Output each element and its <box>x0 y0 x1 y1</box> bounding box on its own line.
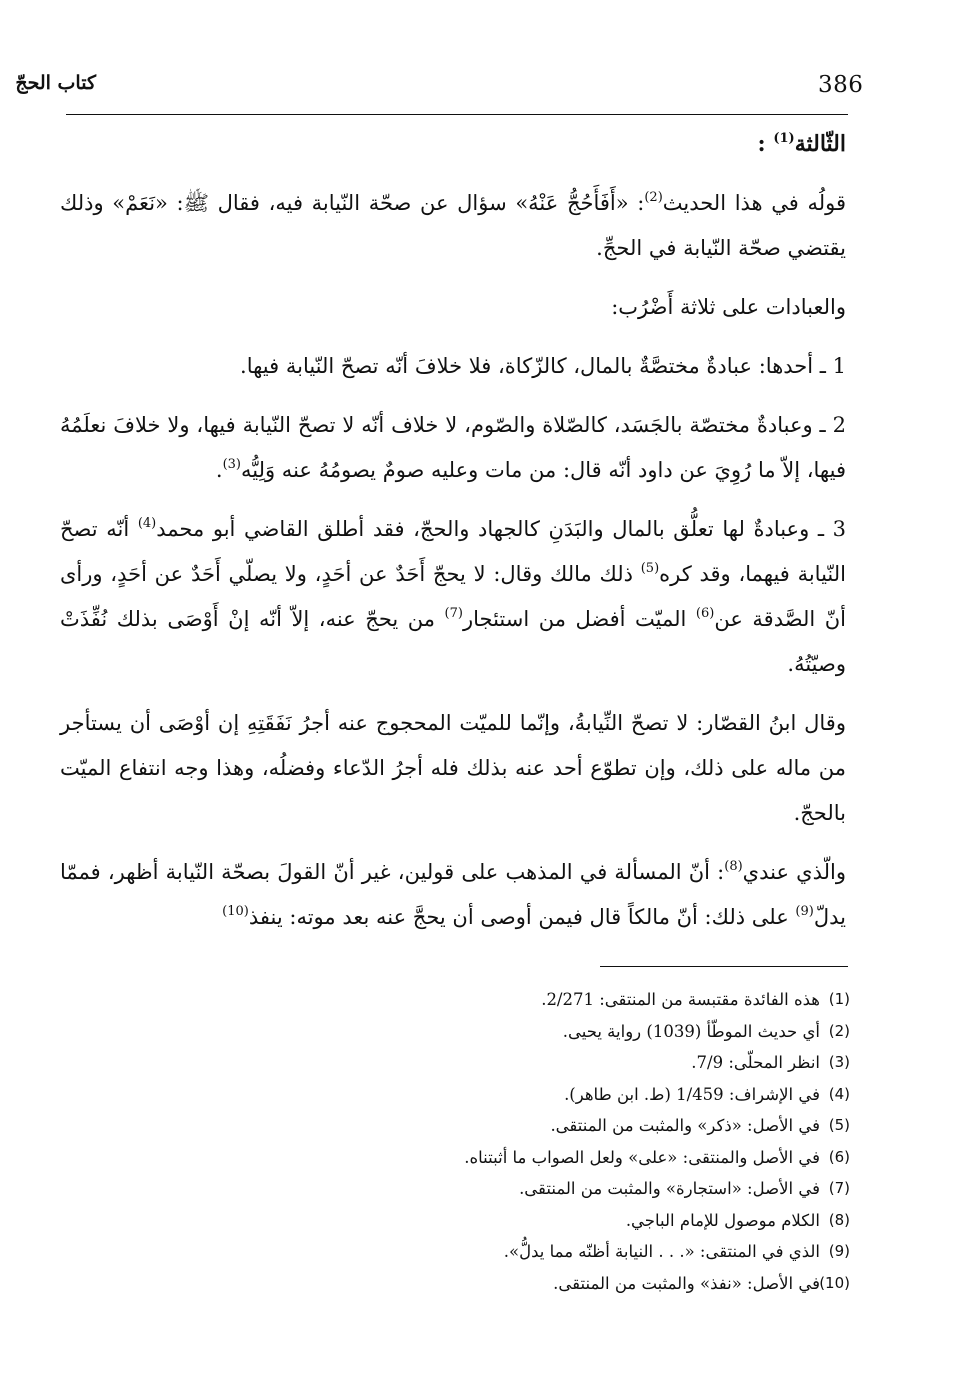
footnote-text: في الإشراف: 1/459 (ط. ابن طاهر). <box>564 1084 820 1104</box>
footnote-text: في الأصل: «نفذ» والمثبت من المنتقى. <box>553 1273 820 1293</box>
book-title: كتاب الحجّ <box>15 72 96 94</box>
footnote-text: في الأصل والمنتقى: «على» ولعل الصواب ما أثبتناه. <box>464 1147 820 1167</box>
footnote <box>340 1079 850 1111</box>
footnote <box>340 1016 850 1048</box>
footnote-number: (9) <box>828 1242 850 1260</box>
footnote-number: (2) <box>828 1021 850 1040</box>
footnote-number: (3) <box>828 1053 850 1071</box>
footnote-number: (8) <box>828 1210 850 1229</box>
footnote-ref: (8) <box>724 859 743 874</box>
footnote-text: في الأصل: «استجارة» والمثبت من المنتقى. <box>519 1179 820 1198</box>
running-head <box>0 72 958 102</box>
footnote <box>340 1173 850 1205</box>
footnote-ref: (3) <box>222 457 241 472</box>
footnote-number: (4) <box>828 1084 850 1103</box>
paragraph: 2 ـ وعبادةٌ مختصّة بالجَسَد، كالصّلاة والصّوم، لا خلاف أنّه لا تصحّ النّيابة فيها، ولا خلافَ نعلَمُهُ فيها، إلاّ ما رُوِيَ عن داود أنّه قال: من مات وعليه صومٌ يصومُهُ عنه وَلِيُّه$^{(3)}$. <box>60 413 846 482</box>
footnote-ref: (1) <box>773 131 795 146</box>
footnote-ref: (6) <box>695 606 715 621</box>
footnote-number: (7) <box>828 1179 850 1197</box>
paragraph: والّذي عندي$^{(8)}$: أنّ المسألة في المذهب على قولين، غير أنّ القولَ بصحّة النّيابة أظهر، فممّا يدلّ$^{(9)}$ على ذلك: أنّ مالكاً قال فيمن أوصى أن يحجَّ عنه بعد موته: ينفذ$^{(10)}$ <box>60 859 846 929</box>
footnote-text: الذي في المنتقى: «. . . النيابة أظنّه مما يدلُّ». <box>503 1242 820 1261</box>
paragraph: 1 ـ أحدها: عبادةٌ مختصَّةٌ بالمال، كالزّكاة، فلا خلافَ أنّه تصحّ النّيابة فيها. <box>240 354 846 378</box>
footnote <box>340 1205 850 1237</box>
section-heading <box>60 122 846 167</box>
footnotes <box>340 984 850 1299</box>
footnote <box>340 1268 850 1300</box>
footnote-text: أي حديث الموطّأ (1039) رواية يحيى. <box>562 1021 820 1041</box>
footnote-number: (1) <box>828 990 850 1008</box>
footnote-ref: (7) <box>444 606 463 621</box>
header-rule <box>66 114 848 115</box>
footnote-number: (10) <box>819 1273 850 1292</box>
footnote-ref: (4) <box>137 516 157 531</box>
paragraph: وقال ابنُ القصّار: لا تصحّ النِّيابةُ، وإنّما للميّت المحجوج عنه أجرُ نَفَقَتِهِ إن أوْصَى أن يستأجر من ماله على ذلك، وإن تطوّع أحد عنه بذلك فله أجرُ الدّعاء وفضلُه، وهذا وجه انتفاع الميّت بالحجّ. <box>60 711 846 825</box>
footnote-ref: (10) <box>222 904 249 919</box>
footnote-number: (6) <box>828 1147 850 1166</box>
footnote <box>340 1110 850 1142</box>
footnote-rule <box>600 966 848 967</box>
footnote-ref: (9) <box>795 904 814 919</box>
page-number: 386 <box>818 72 864 98</box>
footnote-text: في الأصل: «ذكر» والمثبت من المنتقى. <box>550 1116 820 1135</box>
paragraph: قولُه في هذا الحديث$^{(2)}$: «أَفَأَحُجُّ عَنْهُ» سؤال عن صحّة النّيابة فيه، فقال ﷺ: «نَعَمْ» وذلك يقتضي صحّة النّيابة في الحجِّ. <box>60 190 846 260</box>
footnote-ref: (5) <box>640 561 660 576</box>
section-colon: : <box>757 131 766 157</box>
footnote <box>340 1236 850 1268</box>
footnote-text: الكلام موصول للإمام الباجي. <box>625 1210 820 1230</box>
footnote <box>340 1047 850 1079</box>
paragraph: والعبادات على ثلاثة أَضْرُب: <box>611 295 846 319</box>
footnote <box>340 984 850 1016</box>
paragraph: 3 ـ وعبادةٌ لها تعلُّق بالمال والبَدَنِ كالجهاد والحجّ، فقد أطلق القاضي أبو محمد$^{(4)}$ أنّه تصحّ النّيابة فيهما، وقد كره$^{(5)}$ ذلك مالك وقال: لا يحجّ أَحَدٌ عن أحَدٍ، ولا يصلّي أَحَدٌ عن أحَدٍ، ورأى أنّ الصَّدقة عن$^{(6)}$ الميّت أفضل من استئجار$^{(7)}$ من يحجّ عنه، إلاّ أنّه إنْ أَوْصَى بذلك نُفِّذَتْ وصيّتُهُ. <box>60 516 847 676</box>
footnote-text: انظر المحلّى: 7/9. <box>691 1053 820 1072</box>
section-title: الثّالثة <box>794 131 846 157</box>
footnote-number: (5) <box>828 1116 850 1134</box>
footnote-text: هذه الفائدة مقتبسة من المنتقى: 2/271. <box>541 990 820 1009</box>
main-text <box>60 122 846 954</box>
footnote <box>340 1142 850 1174</box>
footnote-ref: (2) <box>644 190 663 205</box>
